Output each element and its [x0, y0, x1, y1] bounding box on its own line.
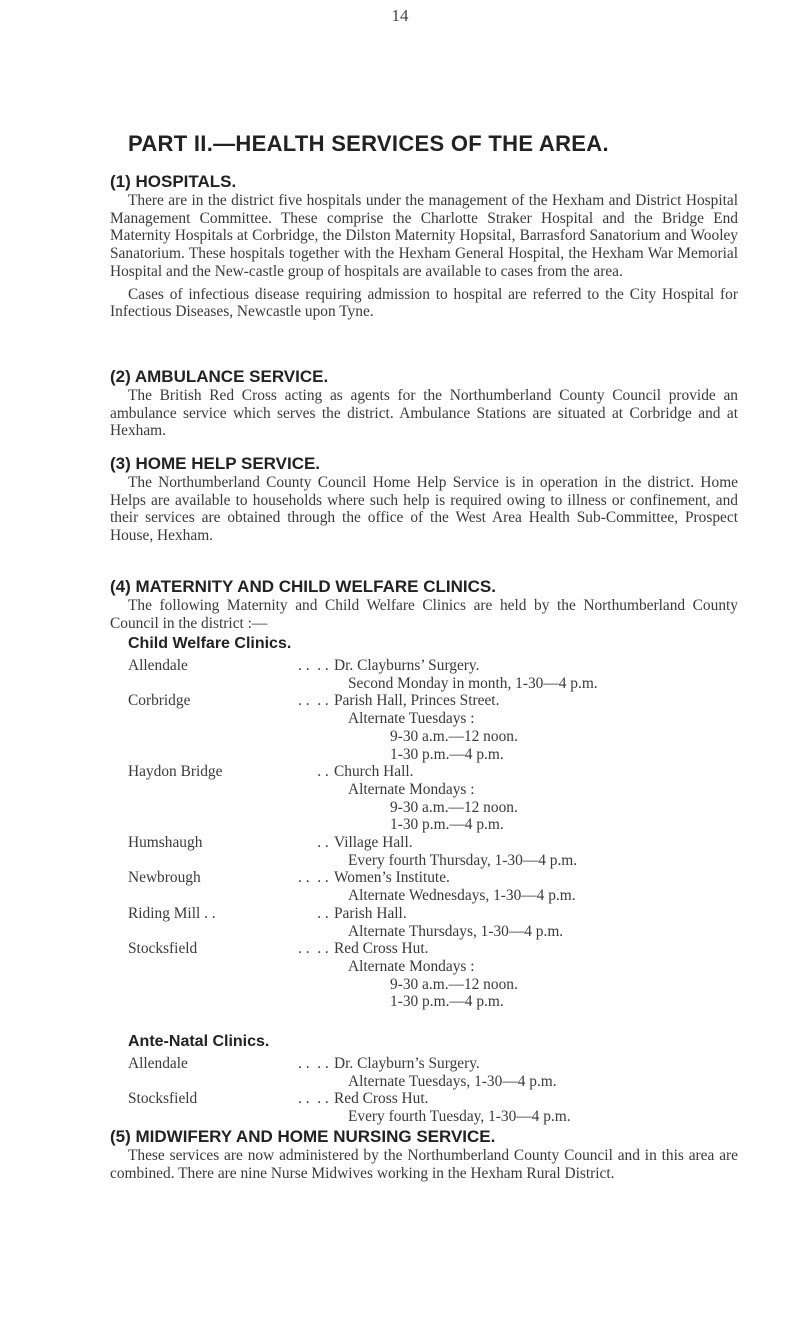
ante-natal-table [128, 1055, 748, 1126]
page-number: 14 [391, 6, 409, 25]
home-help-text [110, 474, 738, 545]
clinic-detail-line: 1-30 p.m.—4 p.m. [390, 993, 504, 1011]
section-heading-clinics: (4) MATERNITY AND CHILD WELFARE CLINICS. [110, 577, 496, 596]
section-heading-hospitals: (1) HOSPITALS. [110, 172, 237, 191]
clinic-place: Newbrough [128, 869, 201, 887]
clinic-detail-line: Parish Hall, Princes Street. [334, 692, 500, 710]
clinic-place: Stocksfield [128, 940, 198, 958]
clinic-detail-line: Women’s Institute. [334, 869, 450, 887]
clinic-detail-line: 1-30 p.m.—4 p.m. [390, 816, 504, 834]
clinic-row [128, 1090, 748, 1125]
clinic-detail-line: 9-30 a.m.—12 noon. [390, 727, 518, 745]
ante-natal-heading: Ante-Natal Clinics. [128, 1033, 270, 1050]
paragraph: The following Maternity and Child Welfare Clinics are held by the Northumberland County Council in the district :— [110, 597, 738, 632]
clinic-detail-line: 9-30 a.m.—12 noon. [390, 798, 518, 816]
leader-dots: . . . . [298, 869, 329, 887]
clinic-detail-line: 9-30 a.m.—12 noon. [390, 975, 518, 993]
clinic-detail-line: Dr. Clayburn’s Surgery. [334, 1055, 480, 1072]
leader-dots: . . . . [298, 1055, 329, 1072]
clinic-details [334, 763, 748, 834]
paragraph: The Northumberland County Council Home Help Service is in operation in the district. Home Helps are available to households where such help is required owing to illness or confinement, and their services are obtained through the office of the West Area Health Sub-Committee, Prospect House, Hexham. [110, 474, 738, 545]
part-title: PART II.—HEALTH SERVICES OF THE AREA. [128, 131, 609, 156]
clinic-detail-line: Every fourth Thursday, 1-30—4 p.m. [348, 851, 578, 869]
clinic-detail-line: 1-30 p.m.—4 p.m. [390, 745, 504, 763]
leader-dots: . . [298, 763, 329, 781]
clinic-place: Humshaugh [128, 834, 203, 852]
child-welfare-table [128, 657, 748, 1011]
clinic-details [334, 1055, 748, 1090]
leader-dots: . . . . [298, 657, 329, 674]
leader-dots: . . . . [298, 692, 329, 710]
leader-dots: . . [298, 904, 329, 922]
hospitals-text [110, 192, 738, 321]
clinic-details [334, 1090, 748, 1125]
section-heading-home-help: (3) HOME HELP SERVICE. [110, 454, 321, 473]
midwifery-text [110, 1147, 738, 1182]
clinic-place: Corbridge [128, 692, 191, 710]
leader-dots: . . . . [298, 1090, 329, 1108]
clinic-row [128, 940, 748, 1011]
child-welfare-heading: Child Welfare Clinics. [128, 635, 292, 652]
clinic-details [334, 692, 748, 763]
clinic-detail-line: Every fourth Tuesday, 1-30—4 p.m. [348, 1108, 571, 1126]
clinic-detail-line: Red Cross Hut. [334, 940, 429, 958]
leader-dots: . . . . [298, 940, 329, 958]
clinic-detail-line: Alternate Tuesdays, 1-30—4 p.m. [348, 1072, 557, 1090]
clinic-details [334, 834, 748, 869]
paragraph: These services are now administered by the Northumberland County Council and in this area are combined. There are nine Nurse Midwives working in the Hexham Rural District. [110, 1147, 738, 1182]
clinic-place: Stocksfield [128, 1090, 198, 1108]
clinic-row [128, 905, 748, 940]
clinic-detail-line: Alternate Tuesdays : [348, 710, 475, 728]
clinic-row [128, 692, 748, 763]
clinic-details [334, 905, 748, 940]
clinic-detail-line: Red Cross Hut. [334, 1090, 429, 1108]
clinic-detail-line: Alternate Mondays : [348, 780, 475, 798]
clinic-row [128, 1055, 748, 1090]
clinic-details [334, 657, 748, 692]
clinic-details [334, 940, 748, 1011]
clinic-place: Haydon Bridge [128, 763, 223, 781]
clinic-detail-line: Alternate Mondays : [348, 957, 475, 975]
clinic-detail-line: Church Hall. [334, 763, 414, 781]
paragraph: The British Red Cross acting as agents for the Northumberland County Council provide an ambulance service which serves the district. Ambulance Stations are situated at Corbridge and at Hexham. [110, 387, 738, 440]
clinic-place: Allendale [128, 657, 188, 674]
ambulance-text [110, 387, 738, 440]
clinic-detail-line: Second Monday in month, 1-30—4 p.m. [348, 674, 598, 692]
clinic-detail-line: Dr. Clayburns’ Surgery. [334, 657, 480, 674]
clinic-detail-line: Parish Hall. [334, 904, 407, 922]
clinic-row [128, 869, 748, 904]
clinic-detail-line: Alternate Wednesdays, 1-30—4 p.m. [348, 887, 576, 905]
clinic-place: Riding Mill . . [128, 904, 216, 922]
section-heading-ambulance: (2) AMBULANCE SERVICE. [110, 367, 329, 386]
clinics-intro-text [110, 597, 738, 632]
leader-dots: . . [298, 834, 329, 852]
clinic-row [128, 834, 748, 869]
clinic-row [128, 657, 748, 692]
clinic-details [334, 869, 748, 904]
paragraph: There are in the district five hospitals under the management of the Hexham and District Hospital Management Committee. These comprise the Charlotte Straker Hospital and the Bridge End Maternity Hospitals at Corbridge, the Dilston Maternity Hopsital, Barrasford Sanatorium and Wooley Sanatorium. These hospitals together with the Hexham General Hospital, the Hexham War Memorial Hospital and the New-castle group of hospitals are available to cases from the area. [110, 192, 738, 280]
clinic-detail-line: Village Hall. [334, 834, 413, 852]
section-heading-midwifery: (5) MIDWIFERY AND HOME NURSING SERVICE. [110, 1127, 496, 1146]
clinic-row [128, 763, 748, 834]
paragraph: Cases of infectious disease requiring admission to hospital are referred to the City Hospital for Infectious Diseases, Newcastle upon Tyne. [110, 285, 738, 321]
clinic-detail-line: Alternate Thursdays, 1-30—4 p.m. [348, 922, 564, 940]
clinic-place: Allendale [128, 1055, 188, 1072]
